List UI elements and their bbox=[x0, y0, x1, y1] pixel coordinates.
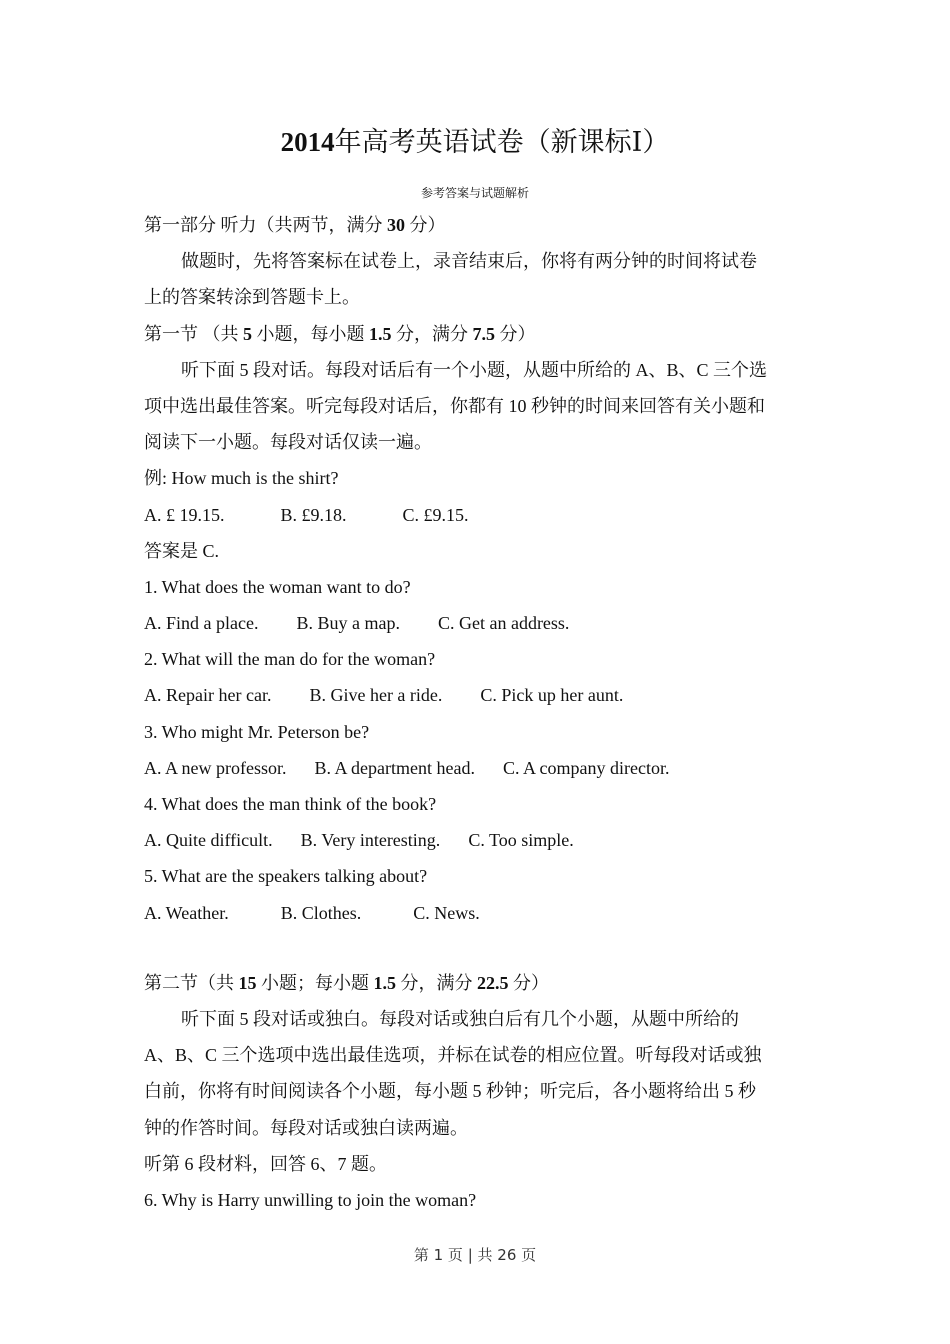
text-segment: 分，满分 bbox=[396, 972, 477, 993]
text-segment: 6. Why is Harry unwilling to join the woman? bbox=[144, 1189, 477, 1210]
answer-option: B. Give her a ride. bbox=[309, 685, 443, 706]
text-line bbox=[144, 209, 814, 245]
answer-option: A. Quite difficult. bbox=[144, 830, 273, 851]
text-segment: 第一节 （共 bbox=[144, 323, 243, 344]
title-year: 2014 bbox=[280, 127, 335, 157]
subtitle: 参考答案与试题解析 bbox=[420, 186, 529, 200]
text-segment: A、B、C 三个选项中选出最佳选项，并标在试卷的相应位置。听每段对话或独 bbox=[144, 1045, 762, 1066]
text-line bbox=[144, 535, 814, 571]
text-line bbox=[144, 390, 814, 426]
bold-number: 22.5 bbox=[477, 972, 509, 993]
answer-option: C. A company director. bbox=[502, 757, 670, 778]
text-line bbox=[144, 1039, 814, 1075]
page-footer: 第 1 页 | 共 26 页 bbox=[413, 1246, 537, 1264]
text-line bbox=[144, 788, 814, 824]
options-row bbox=[144, 752, 814, 788]
text-line bbox=[144, 1112, 814, 1148]
text-line bbox=[144, 1148, 814, 1184]
answer-option: A. Repair her car. bbox=[144, 685, 272, 706]
text-line bbox=[144, 245, 814, 281]
text-segment: 例: How much is the shirt? bbox=[144, 468, 339, 489]
text-line bbox=[144, 318, 814, 354]
text-line bbox=[144, 354, 814, 390]
text-segment: 第二节（共 bbox=[144, 972, 239, 993]
text-segment: 项中选出最佳答案。听完每段对话后，你都有 10 秒钟的时间来回答有关小题和 bbox=[144, 395, 765, 416]
text-segment: 小题，每小题 bbox=[252, 323, 369, 344]
answer-option: C. Pick up her aunt. bbox=[480, 685, 624, 706]
answer-option: B. A department head. bbox=[314, 757, 475, 778]
options-row bbox=[144, 897, 814, 933]
bold-number: 1.5 bbox=[373, 972, 396, 993]
answer-option: C. £9.15. bbox=[402, 504, 469, 525]
answer-option: A. £ 19.15. bbox=[144, 504, 225, 525]
text-line bbox=[144, 1184, 814, 1220]
answer-option: A. Find a place. bbox=[144, 613, 259, 634]
text-segment: 1. What does the woman want to do? bbox=[144, 576, 411, 597]
bold-number: 1.5 bbox=[369, 323, 392, 344]
options-row bbox=[144, 607, 814, 643]
text-segment: 分，满分 bbox=[391, 323, 473, 344]
bold-number: 30 bbox=[387, 215, 405, 235]
bold-number: 7.5 bbox=[472, 323, 495, 344]
options-row bbox=[144, 499, 814, 535]
text-segment: 3. Who might Mr. Peterson be? bbox=[144, 721, 370, 742]
text-segment: 上的答案转涂到答题卡上。 bbox=[144, 287, 360, 308]
spacer bbox=[144, 933, 814, 967]
text-segment: 4. What does the man think of the book? bbox=[144, 794, 437, 814]
answer-option: A. A new professor. bbox=[144, 757, 287, 778]
options-row bbox=[144, 679, 814, 715]
text-segment: 白前，你将有时间阅读各个小题，每小题 5 秒钟；听完后，各小题将给出 5 秒 bbox=[144, 1081, 756, 1102]
text-segment: 听下面 5 段对话或独白。每段对话或独白后有几个小题，从题中所给的 bbox=[181, 1008, 739, 1029]
answer-option: B. Clothes. bbox=[280, 902, 362, 923]
text-line bbox=[144, 1003, 814, 1039]
text-line bbox=[144, 426, 814, 462]
text-segment: 听第 6 段材料，回答 6、7 题。 bbox=[144, 1153, 387, 1174]
text-segment: 分） bbox=[495, 323, 536, 344]
text-segment: 做题时，先将答案标在试卷上，录音结束后，你将有两分钟的时间将试卷 bbox=[181, 251, 757, 272]
text-segment: 分） bbox=[508, 972, 549, 993]
text-line bbox=[144, 716, 814, 752]
text-segment: 小题；每小题 bbox=[256, 972, 374, 993]
text-line bbox=[144, 967, 814, 1003]
text-line bbox=[144, 281, 814, 317]
answer-option: A. Weather. bbox=[144, 902, 229, 923]
answer-option: B. Very interesting. bbox=[300, 830, 441, 851]
title-text: 年高考英语试卷（新课标Ⅰ） bbox=[334, 127, 670, 157]
answer-option: C. Get an address. bbox=[437, 613, 570, 634]
text-line bbox=[144, 860, 814, 896]
text-segment: 分） bbox=[405, 215, 446, 235]
text-segment: 第一部分 听力（共两节，满分 bbox=[144, 215, 387, 235]
text-line bbox=[144, 462, 814, 498]
text-line bbox=[144, 643, 814, 679]
answer-option: C. Too simple. bbox=[468, 830, 574, 851]
text-line bbox=[144, 1075, 814, 1111]
document-body bbox=[144, 209, 814, 1220]
text-segment: 答案是 C. bbox=[144, 540, 220, 561]
answer-option: B. Buy a map. bbox=[296, 613, 400, 634]
text-segment: 听下面 5 段对话。每段对话后有一个小题，从题中所给的 A、B、C 三个选 bbox=[181, 359, 768, 380]
answer-option: C. News. bbox=[413, 902, 480, 923]
bold-number: 5 bbox=[243, 323, 252, 344]
text-segment: 阅读下一小题。每段对话仅读一遍。 bbox=[144, 432, 432, 453]
page-title bbox=[0, 120, 950, 159]
text-segment: 5. What are the speakers talking about? bbox=[144, 866, 428, 887]
text-segment: 钟的作答时间。每段对话或独白读两遍。 bbox=[144, 1117, 468, 1138]
bold-number: 15 bbox=[238, 972, 257, 993]
answer-option: B. £9.18. bbox=[280, 504, 347, 525]
text-line bbox=[144, 571, 814, 607]
options-row bbox=[144, 824, 814, 860]
text-segment: 2. What will the man do for the woman? bbox=[144, 649, 436, 670]
